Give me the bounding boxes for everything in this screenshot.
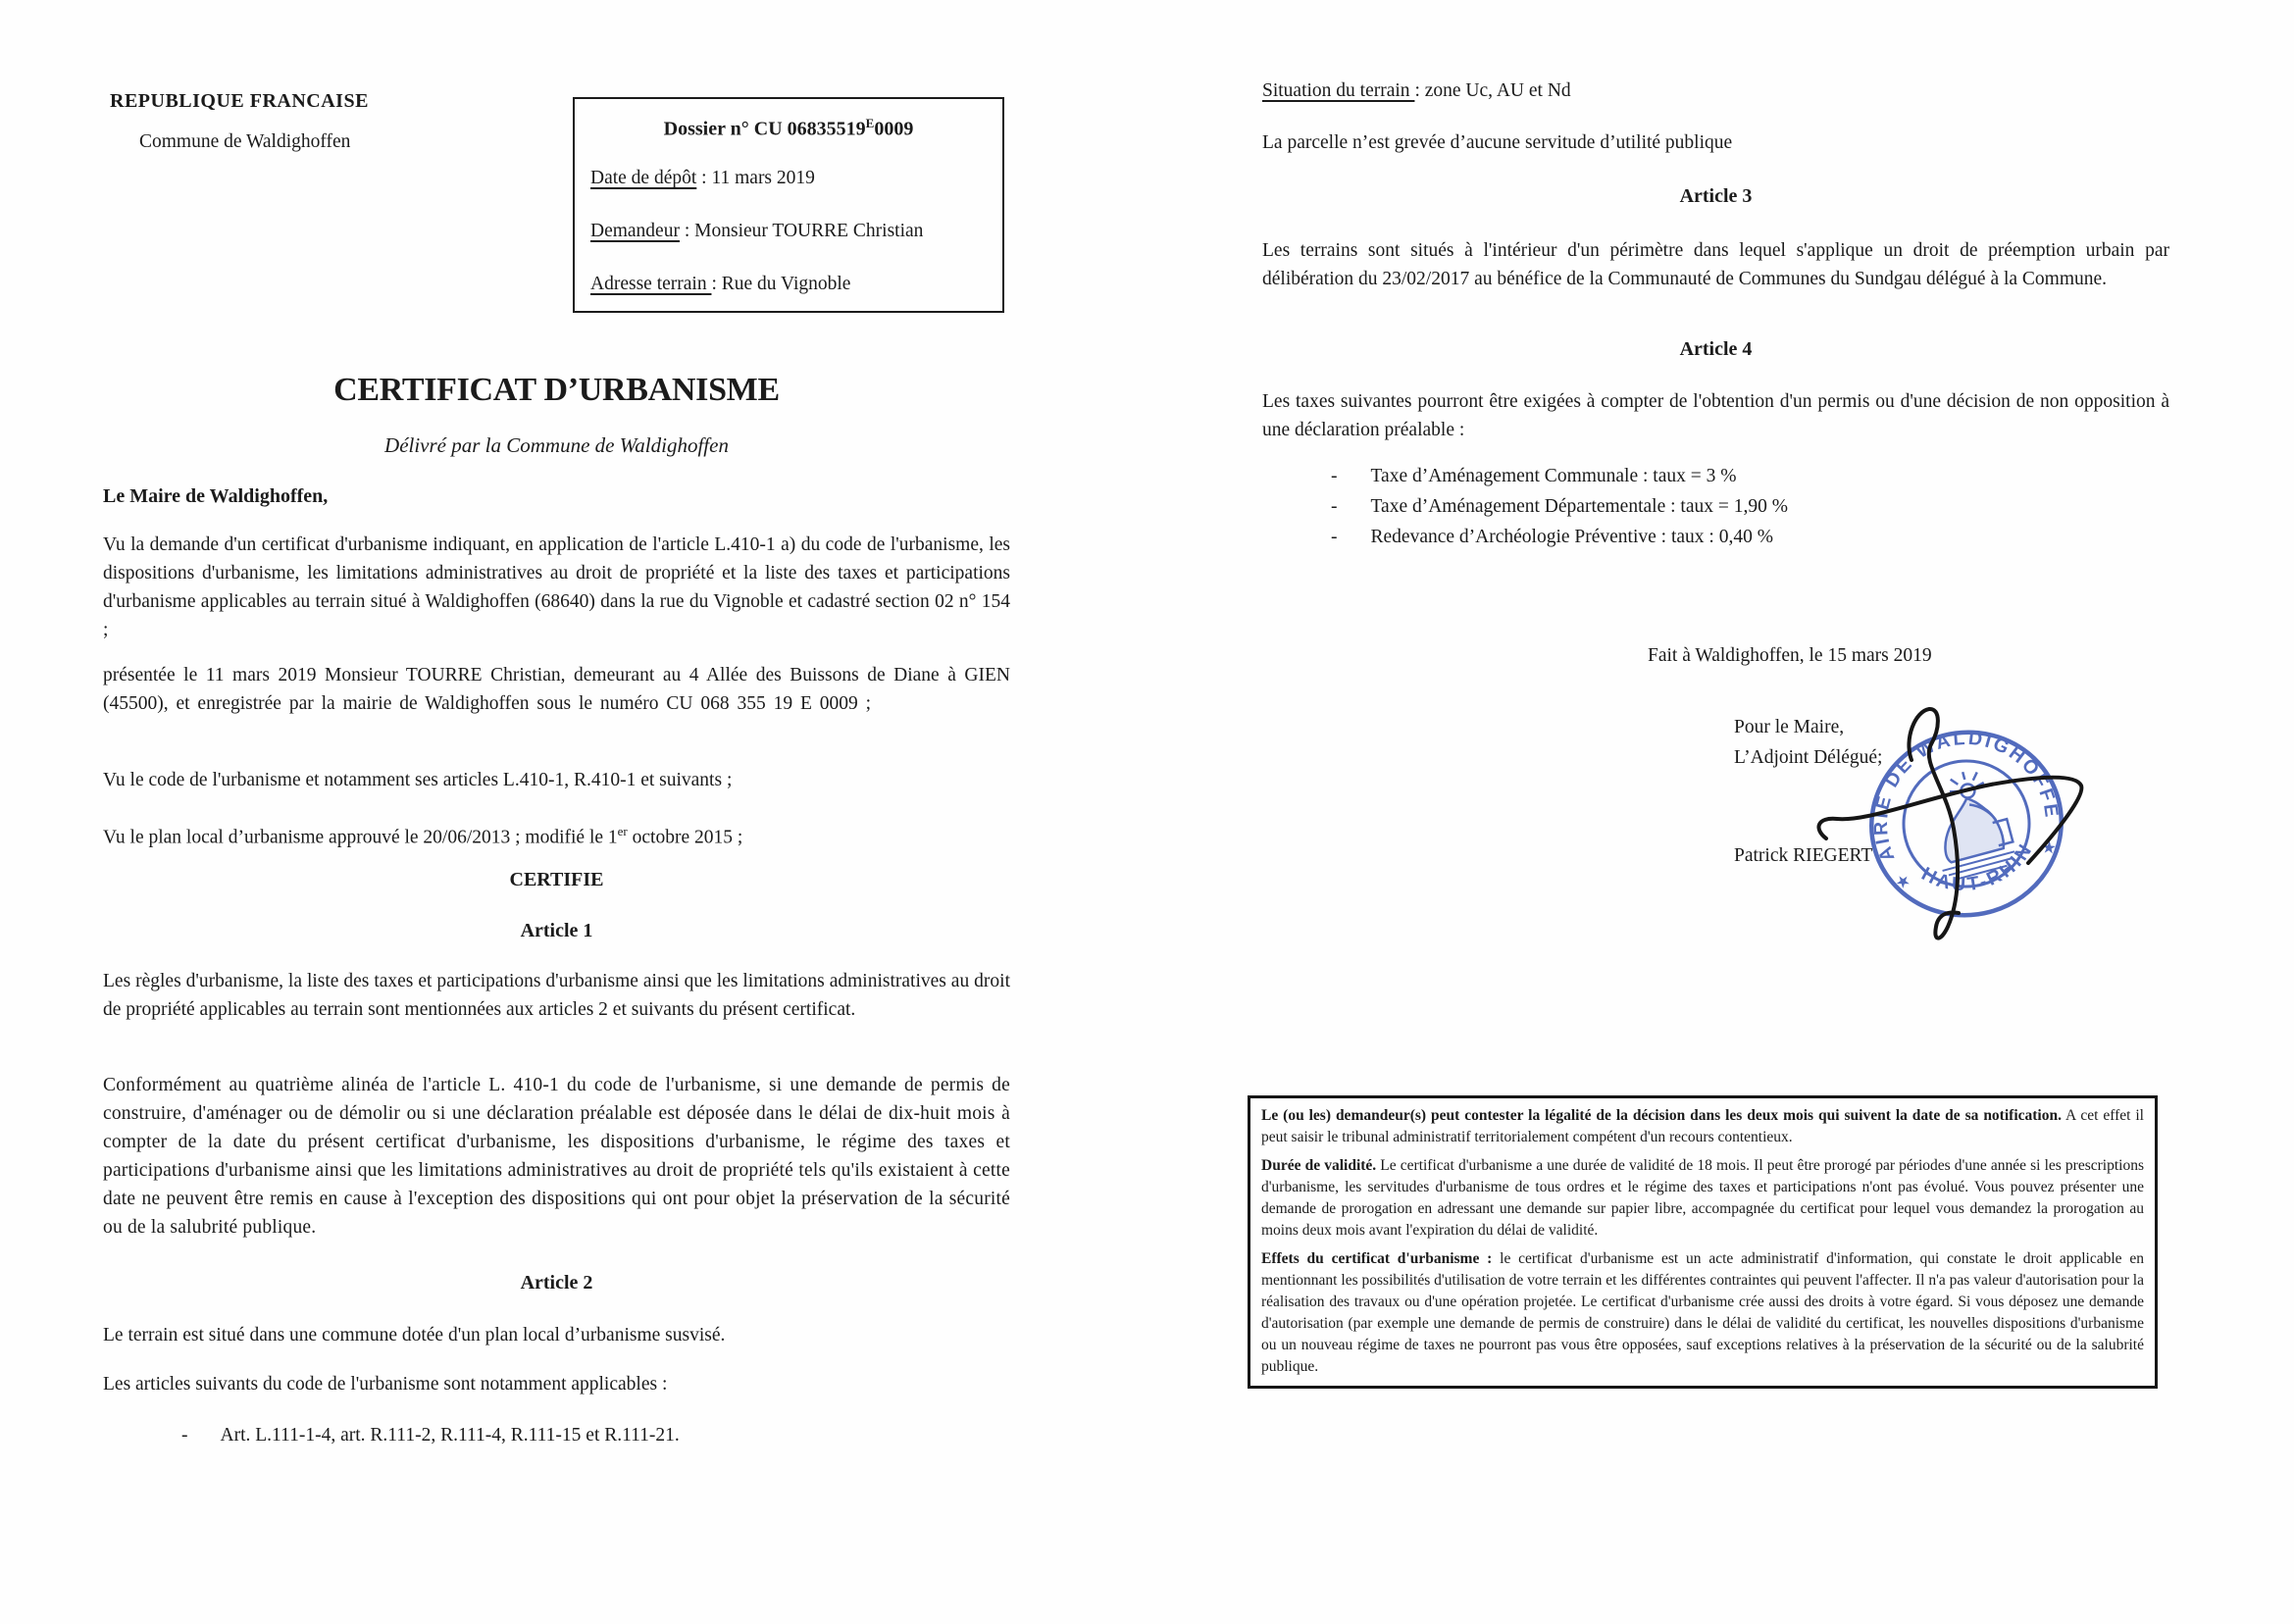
notice-effects-paragraph (1261, 1248, 2144, 1378)
situation-terrain-value: : zone Uc, AU et Nd (1414, 80, 1571, 101)
paragraph-vu-demande: Vu la demande d'un certificat d'urbanisme indiquant, en application de l'article L.410-1 a) du code de l'urbanisme, les dispositions d'urbanisme, les limitations administratives au droit de propriété et la liste des taxes et participations d'urbanisme applicables au terrain situé à Waldighoffen (68640) dans la rue du Vignoble et cadastré section 02 n° 154 ; (103, 534, 1010, 640)
situation-terrain-line (1262, 76, 2169, 105)
paragraph-vu-plu (103, 817, 1010, 852)
signataire-name: Patrick RIEGERT (1734, 845, 1873, 866)
dossier-row-adresse (590, 272, 987, 297)
paragraph-vu-plu-superscript: er (617, 824, 628, 838)
fait-a-line: Fait à Waldighoffen, le 15 mars 2019 (1648, 645, 1932, 666)
date-depot-value: : 11 mars 2019 (696, 167, 815, 188)
notice-effects-bold: Effets du certificat d'urbanisme : (1261, 1250, 1493, 1267)
notice-contest-paragraph (1261, 1105, 2144, 1148)
article4-intro: Les taxes suivantes pourront être exigées à compter de l'obtention d'un permis ou d'une décision de non opposition à une déclaration préalable : (1262, 391, 2169, 440)
notice-validity-rest: Le certificat d'urbanisme a une durée de validité de 18 mois. Il peut être prorogé par périodes d'une année si les prescriptions d'urbanisme, les servitudes d'urbanisme de tous ordres et le régime des taxes et participations n'ont pas évolué. Vous pouvez présenter une demande de prorogation en adressant une demande sur papier libre, accompagnée du certificat pour lequel vous demandez la prorogation au moins deux mois avant l'expiration du délai de validité. (1261, 1157, 2144, 1239)
situation-terrain-label: Situation du terrain (1262, 80, 1415, 101)
article2-list-item-text: Art. L.111-1-4, art. R.111-2, R.111-4, R.111-15 et R.111-21. (220, 1425, 680, 1446)
tax-item-text: Taxe d’Aménagement Communale : taux = 3 % (1370, 466, 1737, 486)
tax-item-text: Redevance d’Archéologie Préventive : taux : 0,40 % (1370, 527, 1773, 547)
article2-list-item (103, 1421, 1010, 1449)
demandeur-label: Demandeur (590, 220, 680, 241)
stamp-star-right-icon: ★ (2040, 837, 2058, 858)
paragraph-vu-code: Vu le code de l'urbanisme et notamment ses articles L.410-1, R.410-1 et suivants ; (103, 770, 733, 790)
stamp-top-text: MAIRIE DE WALDIGHOFFEN (1869, 727, 2064, 865)
notice-effects-rest: le certificat d'urbanisme est un acte administratif d'information, qui constate le droit applicable en mentionnant les possibilités d'utilisation de votre terrain et les différentes contraintes qui peuvent l'affecter. Il n'a pas valeur d'autorisation pour la réalisation des travaux ou d'une opération projetée. Le certificat d'urbanisme crée aussi des droits à votre égard. Si vous déposez une demande d'autorisation (par exemple une demande de permis de construire) dans le délai de validité du certificat, les nouvelles dispositions d'urbanisme ou un nouveau régime de taxes ne pourront pas vous être opposées, sauf exceptions relatives à la préservation de la sécurité ou de la salubrité publique. (1261, 1250, 2144, 1375)
salutation: Le Maire de Waldighoffen, (103, 485, 329, 507)
stamp-bottom-text: HAUT-RHIN (1917, 838, 2038, 896)
notice-contest-rest: A cet effet il peut saisir le tribunal administratif territorialement compétent d'un recours contentieux. (1261, 1107, 2144, 1145)
taxes-list (1262, 461, 2169, 552)
article4-heading: Article 4 (1679, 338, 1753, 360)
dossier-number (590, 111, 987, 142)
notice-contest-bold: Le (ou les) demandeur(s) peut contester la légalité de la décision dans les deux mois qui suivent la date de sa notification. (1261, 1107, 2062, 1124)
paragraph-vu-plu-text: Vu le plan local d’urbanisme approuvé le 20/06/2013 ; modifié le 1 (103, 827, 618, 848)
stamp-star-left-icon: ★ (1891, 869, 1915, 894)
adjoint-delegue-line: L’Adjoint Délégué; (1734, 747, 1883, 768)
article1-paragraph1: Les règles d'urbanisme, la liste des taxes et participations d'urbanisme ainsi que les limitations administratives au droit de propriété applicables au terrain sont mentionnées aux articles 2 et suivants du présent certificat. (103, 971, 1010, 1020)
article2-heading: Article 2 (520, 1272, 593, 1294)
list-dash: - (1331, 527, 1338, 547)
adresse-terrain-value: : Rue du Vignoble (711, 273, 851, 294)
parcelle-line: La parcelle n’est grevée d’aucune servitude d’utilité publique (1262, 132, 1733, 153)
article2-paragraph2: Les articles suivants du code de l'urbanisme sont notamment applicables : (103, 1374, 668, 1395)
document-subtitle: Délivré par la Commune de Waldighoffen (384, 433, 729, 457)
list-dash: - (1331, 496, 1338, 517)
commune-subheading: Commune de Waldighoffen (139, 131, 351, 152)
tax-item (1262, 461, 2169, 491)
tax-item (1262, 522, 2169, 552)
dossier-number-text: Dossier n° CU 06835519 (663, 118, 866, 140)
list-dash: - (181, 1425, 188, 1446)
notice-validity-bold: Durée de validité. (1261, 1157, 1377, 1174)
demandeur-value: : Monsieur TOURRE Christian (679, 220, 924, 241)
article1-paragraph2: Conformément au quatrième alinéa de l'article L. 410-1 du code de l'urbanisme, si une demande de permis de construire, d'aménager ou de démolir ou si une déclaration préalable est déposée dans le délai de dix-huit mois à compter de la date du présent certificat d'urbanisme, les dispositions d'urbanisme, le régime des taxes et participations d'urbanisme ainsi que les limitations administratives au droit de propriété tels qu'ils existaient à cette date ne peuvent être remis en cause à l'exception des dispositions qui ont pour objet la préservation de la sécurité ou de la salubrité publique. (103, 1075, 1010, 1238)
tax-item-text: Taxe d’Aménagement Départementale : taux = 1,90 % (1370, 496, 1788, 517)
article3-heading: Article 3 (1679, 185, 1753, 207)
republique-francaise-heading: REPUBLIQUE FRANCAISE (110, 90, 369, 112)
dossier-number-suffix: 0009 (874, 118, 914, 140)
pour-le-maire-line: Pour le Maire, (1734, 717, 1845, 737)
dossier-info-box (573, 97, 1004, 313)
certifie-heading: CERTIFIE (509, 869, 604, 890)
date-depot-label: Date de dépôt (590, 167, 697, 188)
list-dash: - (1331, 466, 1338, 486)
dossier-row-demandeur (590, 219, 987, 244)
tax-item (1262, 491, 2169, 522)
paragraph-vu-plu-suffix: octobre 2015 ; (627, 827, 743, 848)
article2-paragraph1: Le terrain est situé dans une commune dotée d'un plan local d’urbanisme susvisé. (103, 1325, 726, 1345)
commune-stamp (1849, 706, 2083, 937)
commune-stamp-and-signature (1810, 682, 2123, 976)
dossier-number-superscript: E (865, 116, 875, 130)
article1-heading: Article 1 (520, 920, 593, 941)
adresse-terrain-label: Adresse terrain (590, 273, 712, 294)
legal-notice-box (1248, 1095, 2158, 1389)
paragraph-presentee: présentée le 11 mars 2019 Monsieur TOURRE Christian, demeurant au 4 Allée des Buissons de Diane à GIEN (45500), et enregistrée par la mairie de Waldighoffen sous le numéro CU 068 355 19 E 0009 ; (103, 665, 1010, 714)
notice-validity-paragraph (1261, 1155, 2144, 1242)
dossier-row-date (590, 166, 987, 191)
article3-paragraph: Les terrains sont situés à l'intérieur d'un périmètre dans lequel s'applique un droit de préemption urbain par délibération du 23/02/2017 au bénéfice de la Communauté de Communes du Sundgau délégué à la Commune. (1262, 240, 2169, 289)
document-title: CERTIFICAT D’URBANISME (333, 372, 780, 408)
